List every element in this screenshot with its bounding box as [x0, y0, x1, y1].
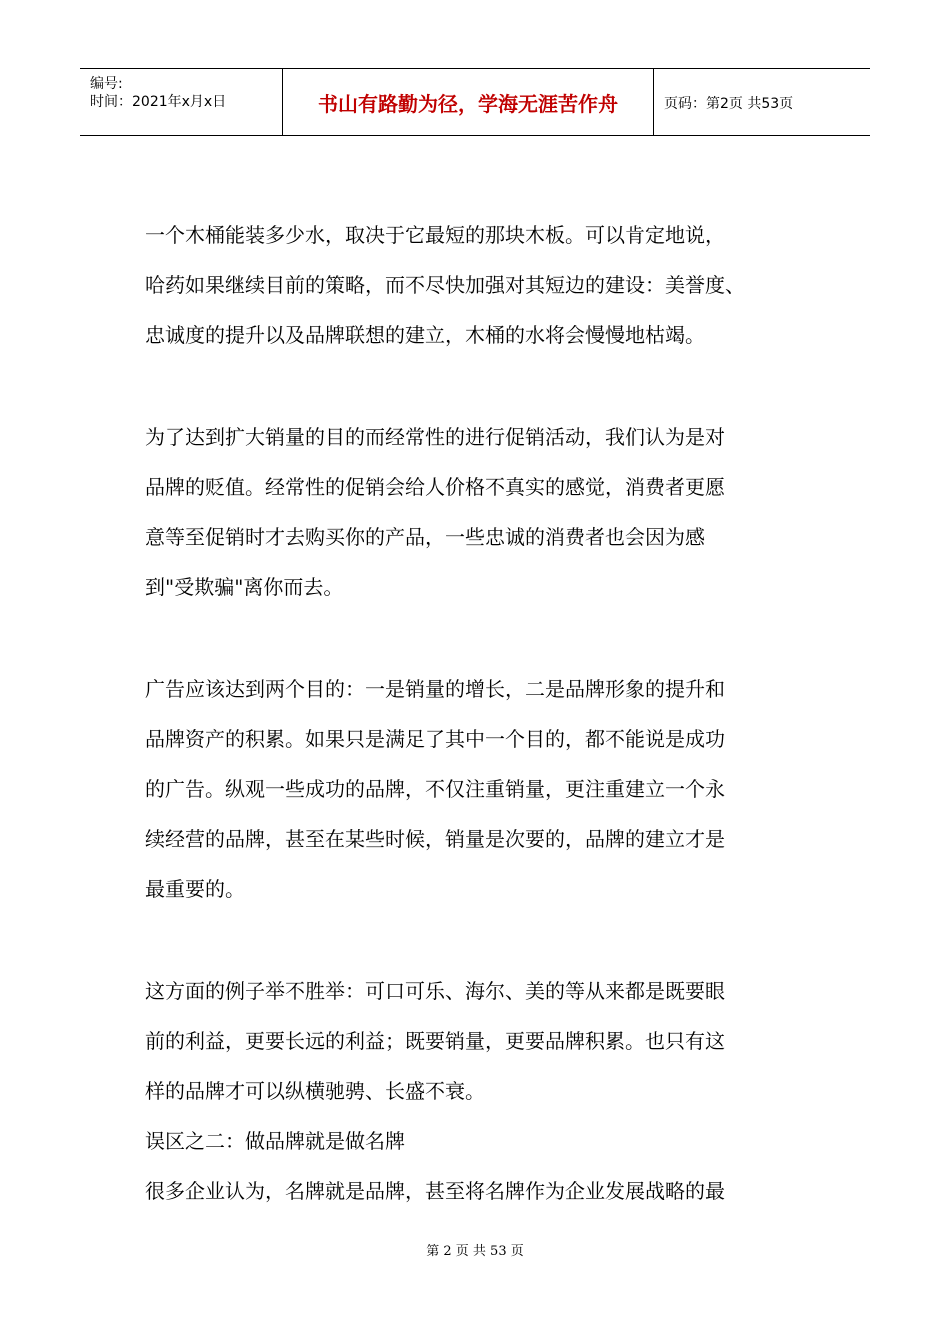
header-page-cell [654, 69, 870, 135]
text-line: 品牌资产的积累。如果只是满足了其中一个目的，都不能说是成功 [145, 727, 725, 751]
paragraph-spacer [145, 914, 815, 966]
paragraph-1 [145, 210, 815, 360]
text-line: 意等至促销时才去购买你的产品，一些忠诚的消费者也会因为感 [145, 525, 705, 549]
text-line: 这方面的例子举不胜举：可口可乐、海尔、美的等从来都是既要眼 [145, 979, 725, 1003]
document-number-label: 编号: [90, 76, 123, 92]
text-line: 续经营的品牌，甚至在某些时候，销量是次要的，品牌的建立才是 [145, 827, 725, 851]
document-header [80, 68, 870, 136]
paragraph-3 [145, 664, 815, 914]
header-info-cell [80, 69, 282, 135]
section-heading: 误区之二：做品牌就是做名牌 [145, 1129, 405, 1153]
text-line: 哈药如果继续目前的策略，而不尽快加强对其短边的建设：美誉度、 [145, 273, 745, 297]
text-line: 到"受欺骗"离你而去。 [145, 575, 344, 599]
text-line: 的广告。纵观一些成功的品牌，不仅注重销量，更注重建立一个永 [145, 777, 725, 801]
header-page-code: 页码：第2页 共53页 [664, 96, 794, 112]
text-line: 品牌的贬值。经常性的促销会给人价格不真实的感觉，消费者更愿 [145, 475, 725, 499]
document-date: 时间：2021年x月x日 [90, 94, 227, 110]
text-line: 为了达到扩大销量的目的而经常性的进行促销活动，我们认为是对 [145, 425, 725, 449]
text-line: 前的利益，更要长远的利益；既要销量，更要品牌积累。也只有这 [145, 1029, 725, 1053]
paragraph-spacer [145, 360, 815, 412]
text-line: 最重要的。 [145, 877, 245, 901]
document-body [145, 210, 815, 1216]
header-motto: 书山有路勤为径，学海无涯苦作舟 [318, 92, 618, 116]
text-line: 忠诚度的提升以及品牌联想的建立，木桶的水将会慢慢地枯竭。 [145, 323, 705, 347]
paragraph-spacer [145, 612, 815, 664]
page-footer: 第 2 页 共 53 页 [426, 1244, 524, 1259]
text-line: 一个木桶能装多少水，取决于它最短的那块木板。可以肯定地说， [145, 223, 725, 247]
text-line: 广告应该达到两个目的：一是销量的增长，二是品牌形象的提升和 [145, 677, 725, 701]
paragraph-4 [145, 966, 815, 1216]
header-motto-cell [282, 69, 654, 135]
text-line: 样的品牌才可以纵横驰骋、长盛不衰。 [145, 1079, 485, 1103]
text-line: 很多企业认为，名牌就是品牌，甚至将名牌作为企业发展战略的最 [145, 1179, 725, 1203]
paragraph-2 [145, 412, 815, 612]
